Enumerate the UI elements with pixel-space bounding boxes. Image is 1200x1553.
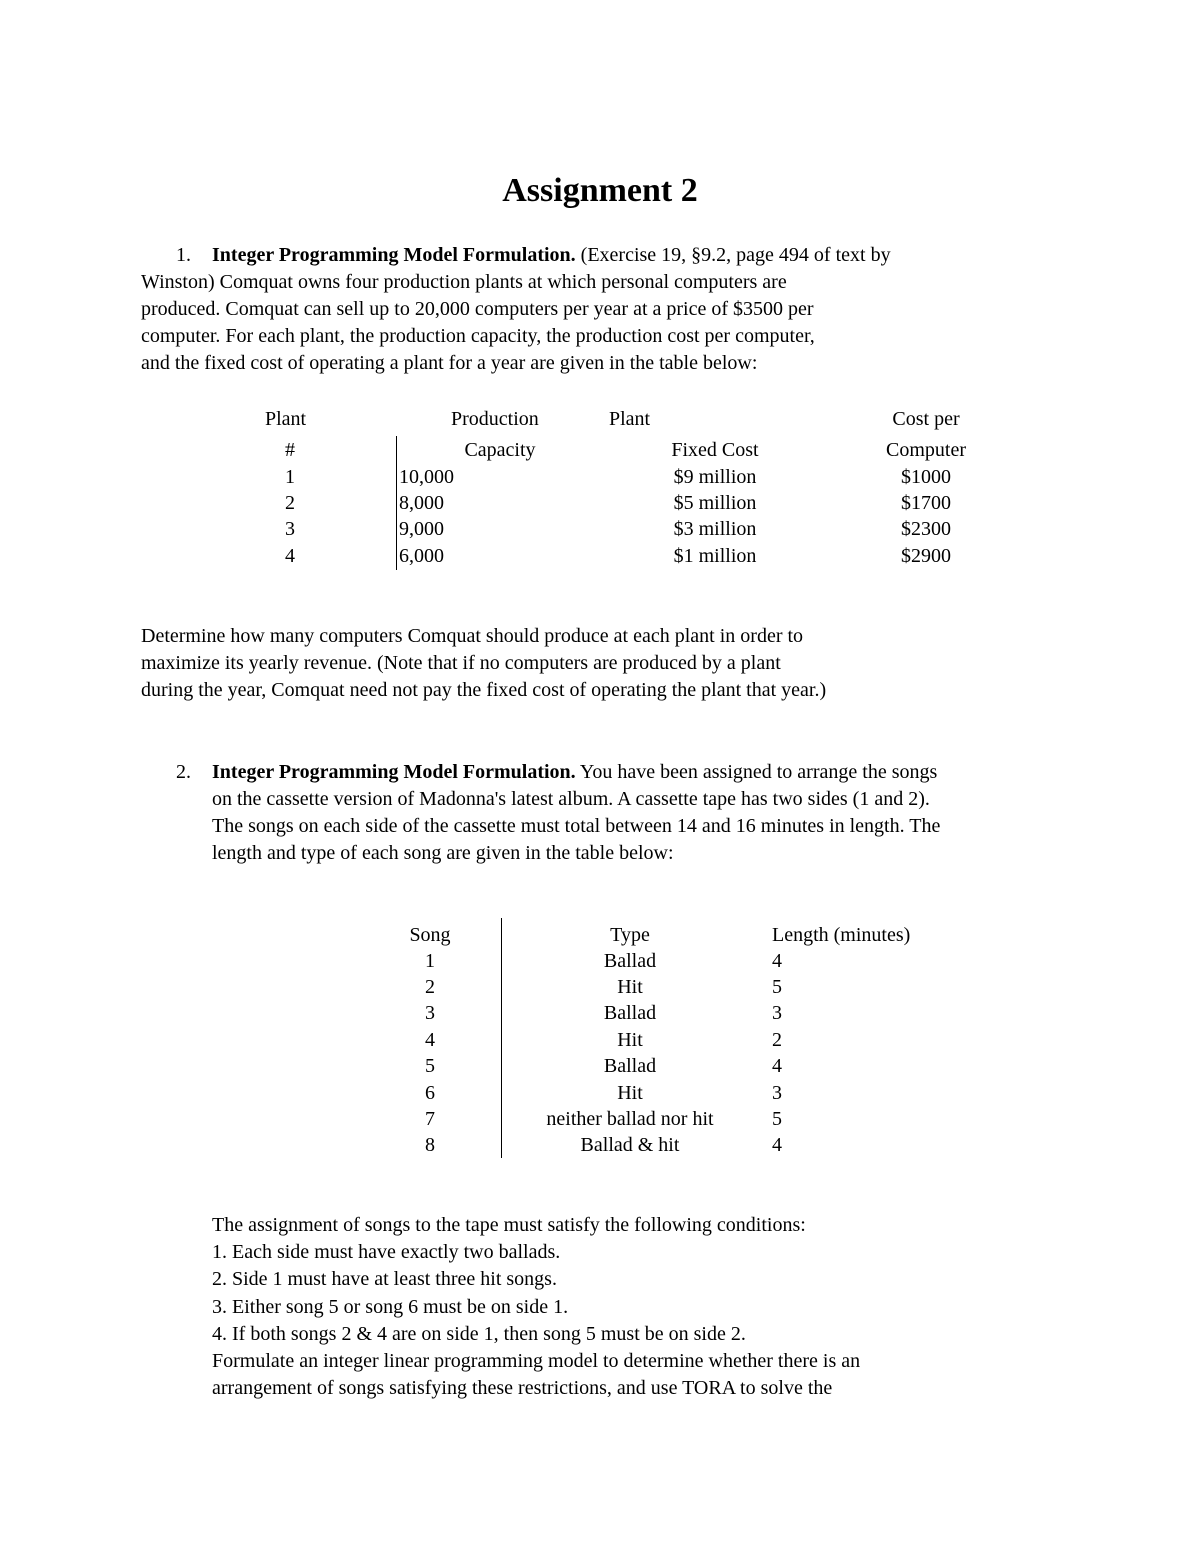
problem1-intro-line: Winston) Comquat owns four production plants at which personal computers are xyxy=(141,271,787,293)
table-divider xyxy=(396,436,397,570)
song-table-header: Song xyxy=(409,924,451,946)
problem2-intro-line: length and type of each song are given in the table below: xyxy=(212,842,674,864)
table-divider xyxy=(501,918,502,1158)
problem1-question-line: during the year, Comquat need not pay the fixed cost of operating the plant that year.) xyxy=(141,679,827,701)
table-cell: Ballad xyxy=(603,1055,657,1077)
table-cell: Ballad xyxy=(603,950,657,972)
problem1-number: 1. xyxy=(176,244,191,266)
problem2-number: 2. xyxy=(176,761,191,783)
table-cell: Ballad & hit xyxy=(580,1134,680,1156)
page-title: Assignment 2 xyxy=(502,172,698,209)
plant-table-header: Production xyxy=(451,408,539,430)
table-cell: $1700 xyxy=(901,492,951,514)
table-cell: $2300 xyxy=(901,518,951,540)
table-cell: 3 xyxy=(425,1002,435,1024)
problem1-intro-line: produced. Comquat can sell up to 20,000 computers per year at a price of $3500 per xyxy=(141,298,814,320)
table-cell: 4 xyxy=(772,1134,782,1156)
problem2-condition-line: 4. If both songs 2 & 4 are on side 1, then song 5 must be on side 2. xyxy=(212,1323,746,1345)
table-cell: 6,000 xyxy=(399,545,444,567)
table-cell: 3 xyxy=(772,1082,782,1104)
problem1-first-line xyxy=(212,242,891,269)
table-cell: neither ballad nor hit xyxy=(546,1108,714,1130)
plant-table-header: Plant xyxy=(265,408,307,430)
table-cell: $5 million xyxy=(673,492,757,514)
table-cell: 4 xyxy=(772,1055,782,1077)
table-cell: 8 xyxy=(425,1134,435,1156)
plant-table-header: Computer xyxy=(886,439,966,461)
song-table-header: Type xyxy=(610,924,650,946)
problem1-intro-line: computer. For each plant, the production capacity, the production cost per computer, xyxy=(141,325,815,347)
plant-table-header: Fixed Cost xyxy=(671,439,759,461)
table-cell: 9,000 xyxy=(399,518,444,540)
problem1-intro-line: and the fixed cost of operating a plant for a year are given in the table below: xyxy=(141,352,758,374)
problem2-condition-line: 2. Side 1 must have at least three hit songs. xyxy=(212,1268,557,1290)
table-cell: $2900 xyxy=(901,545,951,567)
table-cell: Hit xyxy=(617,1029,643,1051)
problem2-first-line xyxy=(212,759,937,786)
table-cell: 4 xyxy=(285,545,295,567)
table-cell: Hit xyxy=(617,1082,643,1104)
plant-table-header: Plant xyxy=(609,408,651,430)
table-cell: Hit xyxy=(617,976,643,998)
table-cell: 5 xyxy=(772,976,782,998)
table-cell: 4 xyxy=(772,950,782,972)
problem2-condition-line: The assignment of songs to the tape must satisfy the following conditions: xyxy=(212,1214,806,1236)
problem2-intro-line: on the cassette version of Madonna's latest album. A cassette tape has two sides (1 and 2). xyxy=(212,788,930,810)
plant-table-header: Capacity xyxy=(464,439,536,461)
problem2-intro-line: The songs on each side of the cassette must total between 14 and 16 minutes in length. The xyxy=(212,815,941,837)
table-cell: 7 xyxy=(425,1108,435,1130)
problem2-condition-line: arrangement of songs satisfying these restrictions, and use TORA to solve the xyxy=(212,1377,833,1399)
problem2-condition-line: 3. Either song 5 or song 6 must be on side 1. xyxy=(212,1296,569,1318)
problem2-intro-first: You have been assigned to arrange the songs xyxy=(579,761,938,783)
problem2-condition-line: Formulate an integer linear programming model to determine whether there is an xyxy=(212,1350,861,1372)
problem2-condition-line: 1. Each side must have exactly two ballads. xyxy=(212,1241,561,1263)
table-cell: 2 xyxy=(285,492,295,514)
table-cell: 2 xyxy=(425,976,435,998)
table-cell: Ballad xyxy=(603,1002,657,1024)
plant-table-header: # xyxy=(285,439,295,461)
table-cell: 4 xyxy=(425,1029,435,1051)
table-cell: 1 xyxy=(285,466,295,488)
table-cell: $1 million xyxy=(673,545,757,567)
problem1-intro-first: (Exercise 19, §9.2, page 494 of text by xyxy=(580,244,891,266)
plant-table-header: Cost per xyxy=(892,408,960,430)
table-cell: 1 xyxy=(425,950,435,972)
song-table-header: Length (minutes) xyxy=(772,924,911,946)
table-cell: 2 xyxy=(772,1029,782,1051)
table-cell: 3 xyxy=(772,1002,782,1024)
table-cell: 5 xyxy=(772,1108,782,1130)
table-cell: $1000 xyxy=(901,466,951,488)
problem1-question-line: maximize its yearly revenue. (Note that if no computers are produced by a plant xyxy=(141,652,781,674)
table-cell: $3 million xyxy=(673,518,757,540)
table-cell: 8,000 xyxy=(399,492,444,514)
table-cell: 6 xyxy=(425,1082,435,1104)
table-cell: 3 xyxy=(285,518,295,540)
problem2-heading: Integer Programming Model Formulation. xyxy=(212,761,576,783)
table-cell: 5 xyxy=(425,1055,435,1077)
problem1-question-line: Determine how many computers Comquat should produce at each plant in order to xyxy=(141,625,804,647)
table-cell: 10,000 xyxy=(399,466,454,488)
table-cell: $9 million xyxy=(673,466,757,488)
problem1-heading: Integer Programming Model Formulation. xyxy=(212,244,576,266)
